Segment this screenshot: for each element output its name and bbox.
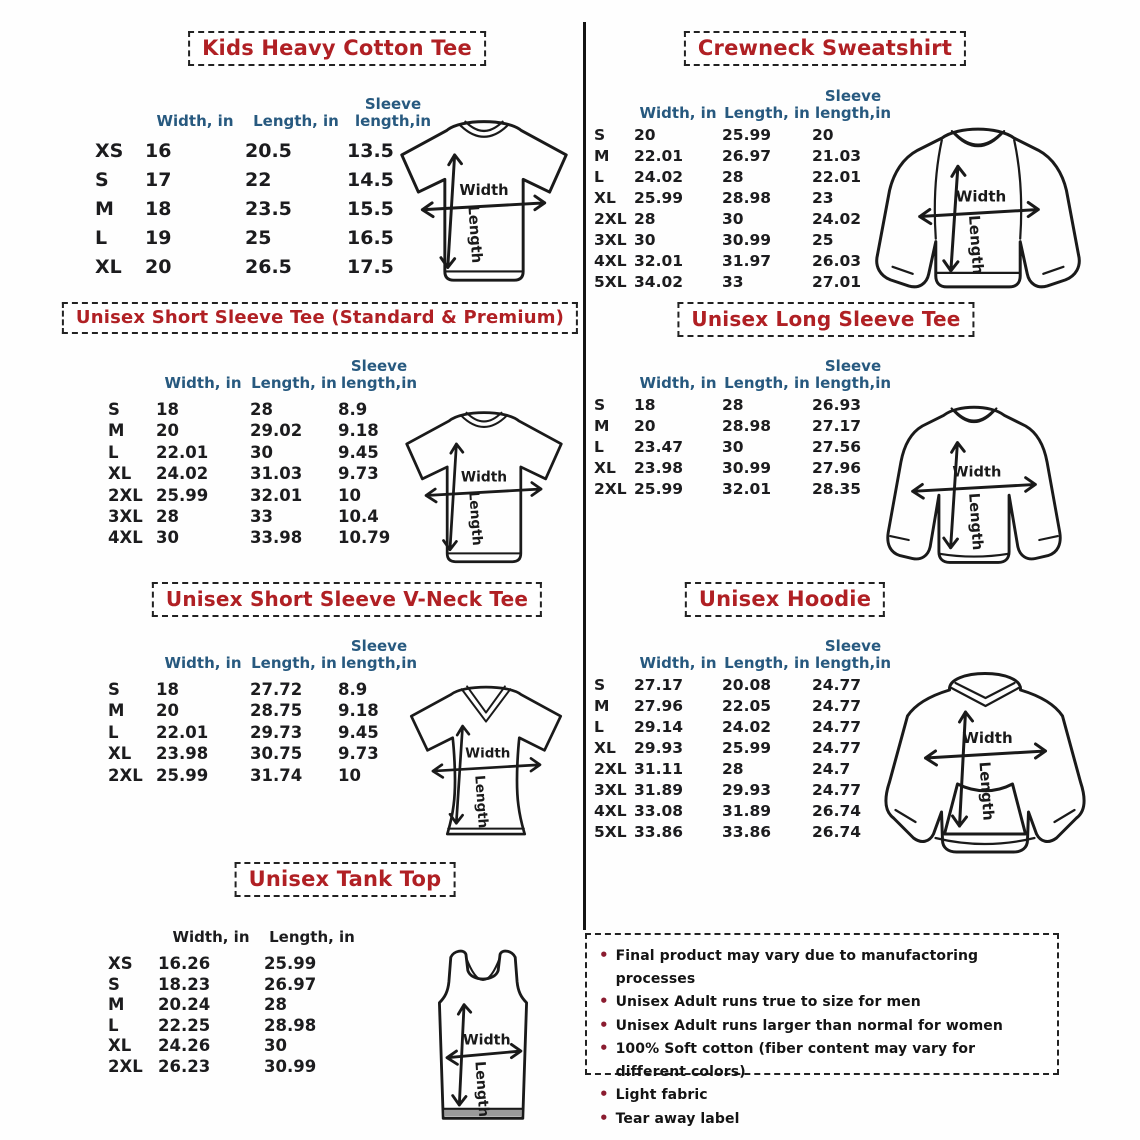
measurement-cell: 24.77	[812, 739, 862, 757]
measurement-cell: 25	[245, 227, 272, 249]
width-arrow	[422, 196, 544, 217]
size-row	[108, 443, 420, 464]
table-header-row	[108, 632, 420, 672]
measurement-cell: 8.9	[338, 400, 368, 419]
measurement-cell: 26.03	[812, 252, 862, 270]
measurement-cell: 20	[634, 126, 656, 144]
measurement-cell: 28	[264, 995, 287, 1015]
column-header-cell: Length, in	[253, 112, 339, 130]
measurement-cell: 31.74	[250, 765, 303, 785]
size-label-cell: 4XL	[594, 802, 627, 820]
size-label-cell: XS	[95, 140, 124, 162]
table-header-row	[108, 912, 360, 946]
size-label-cell: XL	[594, 459, 616, 477]
note-text: Final product may vary due to manufactoring processes	[615, 948, 979, 987]
size-row	[594, 718, 894, 739]
column-header-cell: Length, in	[724, 104, 810, 122]
measurement-cell: 23.5	[245, 198, 292, 220]
size-table-unisex-hoodie	[594, 632, 894, 844]
note-line	[599, 1107, 1047, 1131]
size-row	[594, 739, 894, 760]
measurement-cell: 23.47	[634, 438, 684, 456]
panel-title-crewneck-sweatshirt: Crewneck Sweatshirt	[684, 31, 966, 66]
size-label-cell: 2XL	[108, 1056, 143, 1076]
measurement-cell: 13.5	[347, 140, 394, 162]
size-row	[594, 417, 894, 438]
measurement-cell: 22.05	[722, 697, 772, 715]
tank-top-illustration	[424, 944, 542, 1124]
length-label: Length	[465, 490, 486, 547]
size-label-cell: XL	[594, 189, 616, 207]
measurement-cell: 25.99	[156, 765, 209, 785]
measurement-cell: 31.89	[722, 802, 772, 820]
column-header-cell: Length, in	[251, 654, 337, 672]
column-header-cell: Width, in	[172, 928, 250, 946]
note-text: Light fabric	[615, 1087, 708, 1103]
measurement-cell: 28	[722, 168, 744, 186]
measurement-cell: 30	[634, 231, 656, 249]
size-label-cell: 4XL	[594, 252, 627, 270]
width-label: Width	[465, 745, 511, 762]
size-label-cell: XL	[108, 744, 132, 764]
measurement-cell: 16	[145, 140, 172, 162]
measurement-cell: 25	[812, 231, 834, 249]
measurement-cell: 32.01	[722, 480, 772, 498]
size-label-cell: XS	[108, 954, 133, 973]
column-header-cell: Sleeve length,in	[814, 87, 892, 122]
table-header-row	[108, 352, 420, 392]
measurement-cell: 30	[722, 210, 744, 228]
length-label: Length	[471, 1060, 492, 1118]
measurement-cell: 14.5	[347, 169, 394, 191]
measurement-cell: 28.98	[722, 417, 772, 435]
measurement-cell: 24.26	[158, 1036, 211, 1056]
size-label-cell: L	[108, 722, 119, 742]
measurement-cell: 25.99	[722, 126, 772, 144]
measurement-cell: 30	[722, 438, 744, 456]
measurement-cell: 18	[156, 400, 179, 419]
size-label-cell: 3XL	[594, 231, 627, 249]
short-sleeve-tee-illustration	[392, 396, 576, 571]
size-row	[594, 168, 894, 189]
length-label: Length	[975, 761, 998, 822]
measurement-cell: 10	[338, 765, 361, 785]
measurement-cell: 9.45	[338, 722, 379, 742]
column-header-cell: Sleeve length,in	[340, 637, 418, 672]
bullet-icon: •	[599, 946, 609, 964]
measurement-cell: 18.23	[158, 974, 211, 994]
size-label-cell: S	[108, 680, 120, 699]
size-label-cell: M	[108, 995, 125, 1015]
size-row	[108, 464, 420, 485]
long-sleeve-tee-illustration	[856, 388, 1092, 578]
size-row	[108, 1057, 360, 1078]
note-text: 100% Soft cotton (fiber content may vary for different colors)	[615, 1041, 976, 1080]
measurement-cell: 30	[156, 528, 179, 548]
size-label-cell: 2XL	[108, 485, 143, 505]
size-row	[594, 210, 894, 231]
size-row	[108, 975, 360, 996]
note-line	[599, 1083, 1047, 1107]
size-row	[108, 486, 420, 507]
measurement-cell: 27.72	[250, 680, 303, 699]
measurement-cell: 22	[245, 169, 272, 191]
measurement-cell: 9.73	[338, 744, 379, 764]
measurement-cell: 28	[722, 396, 744, 414]
width-label: Width	[462, 1032, 511, 1049]
length-arrow	[944, 443, 964, 548]
measurement-cell: 27.56	[812, 438, 862, 456]
measurement-cell: 22.01	[156, 722, 209, 742]
measurement-cell: 23.98	[156, 744, 209, 764]
measurement-cell: 22.01	[634, 147, 684, 165]
width-label: Width	[952, 463, 1002, 481]
width-label: Width	[955, 187, 1007, 206]
size-row	[594, 438, 894, 459]
note-line	[599, 1014, 1047, 1038]
measurement-cell: 24.02	[812, 210, 862, 228]
column-header-cell: Sleeve length,in	[814, 637, 892, 672]
size-row	[108, 421, 420, 442]
panel-title-unisex-long-sleeve-tee: Unisex Long Sleeve Tee	[677, 302, 974, 337]
size-table-unisex-tank-top	[108, 912, 360, 1078]
hoodie-illustration	[866, 650, 1104, 862]
size-row	[594, 147, 894, 168]
panel-title-unisex-v-neck-tee: Unisex Short Sleeve V-Neck Tee	[152, 582, 542, 617]
measurement-cell: 31.97	[722, 252, 772, 270]
measurement-cell: 28	[634, 210, 656, 228]
measurement-cell: 27.17	[634, 676, 684, 694]
product-notes-box	[585, 933, 1059, 1127]
measurement-cell: 17.5	[347, 256, 394, 278]
size-table-unisex-v-neck-tee	[108, 632, 420, 787]
measurement-cell: 24.02	[722, 718, 772, 736]
size-row	[108, 766, 420, 787]
size-label-cell: S	[108, 400, 120, 419]
size-row	[594, 676, 894, 697]
measurement-cell: 18	[634, 396, 656, 414]
measurement-cell: 30.99	[722, 231, 772, 249]
column-header-cell: Sleeve length,in	[354, 95, 432, 130]
panel-title-kids-heavy-cotton-tee: Kids Heavy Cotton Tee	[188, 31, 486, 66]
length-arrow	[944, 166, 965, 271]
column-header-cell: Length, in	[724, 374, 810, 392]
measurement-cell: 9.73	[338, 464, 379, 484]
measurement-cell: 33	[722, 273, 744, 291]
measurement-cell: 18	[145, 198, 172, 220]
size-row	[594, 396, 894, 417]
column-header-cell: Width, in	[639, 374, 717, 392]
measurement-cell: 10	[338, 485, 361, 505]
size-label-cell: 5XL	[594, 273, 627, 291]
size-row	[108, 954, 360, 975]
measurement-cell: 19	[145, 227, 172, 249]
size-row	[594, 760, 894, 781]
note-text: Unisex Adult runs larger than normal for women	[615, 1017, 1003, 1034]
size-label-cell: L	[108, 1015, 119, 1035]
size-row	[594, 480, 894, 501]
measurement-cell: 28	[722, 760, 744, 778]
size-row	[594, 823, 894, 844]
measurement-cell: 31.11	[634, 760, 684, 778]
measurement-cell: 16.26	[158, 954, 211, 973]
measurement-cell: 26.74	[812, 802, 862, 820]
measurement-cell: 28.75	[250, 701, 303, 721]
size-label-cell: 2XL	[594, 480, 627, 498]
measurement-cell: 29.93	[722, 781, 772, 799]
measurement-cell: 9.45	[338, 442, 379, 462]
measurement-cell: 24.02	[634, 168, 684, 186]
column-header-cell: Length, in	[251, 374, 337, 392]
size-label-cell: M	[95, 198, 114, 220]
measurement-cell: 30	[250, 442, 273, 462]
size-label-cell: M	[108, 421, 125, 441]
measurement-cell: 25.99	[634, 480, 684, 498]
measurement-cell: 30.99	[722, 459, 772, 477]
table-header-row	[594, 352, 894, 392]
measurement-cell: 29.14	[634, 718, 684, 736]
measurement-cell: 20	[634, 417, 656, 435]
size-row	[594, 802, 894, 823]
length-label: Length	[464, 204, 486, 264]
size-row	[594, 697, 894, 718]
panel-title-unisex-short-sleeve-tee: Unisex Short Sleeve Tee (Standard & Premium)	[62, 302, 578, 334]
size-label-cell: 5XL	[594, 823, 627, 841]
size-row	[594, 231, 894, 252]
size-table-unisex-long-sleeve-tee	[594, 352, 894, 501]
measurement-cell: 20	[156, 701, 179, 721]
measurement-cell: 22.25	[158, 1015, 211, 1035]
measurement-cell: 30.75	[250, 744, 303, 764]
panel-title-unisex-hoodie: Unisex Hoodie	[685, 582, 885, 617]
measurement-cell: 9.18	[338, 701, 379, 721]
size-table-crewneck-sweatshirt	[594, 82, 894, 294]
size-row	[108, 1016, 360, 1037]
measurement-cell: 22.01	[156, 442, 209, 462]
length-label: Length	[965, 492, 987, 551]
measurement-cell: 25.99	[722, 739, 772, 757]
note-line	[599, 990, 1047, 1014]
size-label-cell: L	[594, 438, 604, 456]
measurement-cell: 24.02	[156, 464, 209, 484]
size-row	[594, 189, 894, 210]
measurement-cell: 32.01	[250, 485, 303, 505]
measurement-cell: 23.98	[634, 459, 684, 477]
column-header-cell: Width, in	[639, 104, 717, 122]
measurement-cell: 20	[812, 126, 834, 144]
measurement-cell: 20.24	[158, 995, 211, 1015]
measurement-cell: 24.77	[812, 697, 862, 715]
note-line	[599, 1037, 1047, 1083]
size-label-cell: L	[594, 718, 604, 736]
width-label: Width	[459, 182, 509, 200]
size-label-cell: S	[108, 974, 120, 994]
width-label: Width	[460, 469, 508, 486]
panel-title-unisex-tank-top: Unisex Tank Top	[235, 862, 456, 897]
short-sleeve-tee-illustration	[386, 104, 582, 290]
column-header-cell: Sleeve length,in	[340, 357, 418, 392]
column-divider-line	[583, 22, 586, 930]
measurement-cell: 26.5	[245, 256, 292, 278]
size-row	[108, 400, 420, 421]
measurement-cell: 23	[812, 189, 834, 207]
measurement-cell: 20	[156, 421, 179, 441]
measurement-cell: 25.99	[634, 189, 684, 207]
measurement-cell: 25.99	[264, 954, 317, 973]
measurement-cell: 20.08	[722, 676, 772, 694]
size-label-cell: S	[594, 396, 606, 414]
size-row	[108, 528, 420, 549]
bullet-icon: •	[599, 1039, 609, 1057]
measurement-cell: 24.77	[812, 781, 862, 799]
measurement-cell: 33.08	[634, 802, 684, 820]
measurement-cell: 29.02	[250, 421, 303, 441]
measurement-cell: 33.86	[634, 823, 684, 841]
measurement-cell: 26.23	[158, 1056, 211, 1076]
size-row	[108, 680, 420, 701]
size-row	[594, 252, 894, 273]
width-label: Width	[962, 729, 1013, 747]
measurement-cell: 24.7	[812, 760, 851, 778]
size-row	[108, 1036, 360, 1057]
size-label-cell: M	[108, 701, 125, 721]
measurement-cell: 26.93	[812, 396, 862, 414]
measurement-cell: 17	[145, 169, 172, 191]
size-row	[108, 507, 420, 528]
measurement-cell: 16.5	[347, 227, 394, 249]
size-label-cell: 3XL	[594, 781, 627, 799]
measurement-cell: 27.96	[634, 697, 684, 715]
measurement-cell: 33.98	[250, 528, 303, 548]
size-label-cell: L	[108, 442, 119, 462]
table-header-row	[594, 632, 894, 672]
size-label-cell: XL	[594, 739, 616, 757]
size-row	[108, 723, 420, 744]
measurement-cell: 29.73	[250, 722, 303, 742]
measurement-cell: 28.98	[722, 189, 772, 207]
measurement-cell: 25.99	[156, 485, 209, 505]
column-header-cell: Length, in	[269, 928, 355, 946]
bullet-icon: •	[599, 992, 609, 1010]
measurement-cell: 27.17	[812, 417, 862, 435]
measurement-cell: 18	[156, 680, 179, 699]
measurement-cell: 30.99	[264, 1056, 317, 1076]
note-line	[599, 944, 1047, 990]
size-row	[594, 459, 894, 480]
length-label: Length	[964, 214, 988, 275]
table-header-row	[594, 82, 894, 122]
size-label-cell: XL	[108, 1036, 132, 1056]
crewneck-sweatshirt-illustration	[862, 108, 1094, 304]
column-header-cell: Width, in	[156, 112, 234, 130]
measurement-cell: 8.9	[338, 680, 368, 699]
column-header-cell: Width, in	[164, 374, 242, 392]
column-header-cell: Width, in	[639, 654, 717, 672]
size-label-cell: S	[594, 676, 606, 694]
measurement-cell: 27.96	[812, 459, 862, 477]
measurement-cell: 10.79	[338, 528, 391, 548]
size-label-cell: M	[594, 697, 610, 715]
measurement-cell: 9.18	[338, 421, 379, 441]
measurement-cell: 26.97	[264, 974, 317, 994]
measurement-cell: 28.98	[264, 1015, 317, 1035]
size-label-cell: S	[95, 169, 109, 191]
measurement-cell: 28	[156, 506, 179, 526]
measurement-cell: 30	[264, 1036, 287, 1056]
measurement-cell: 15.5	[347, 198, 394, 220]
column-header-cell: Sleeve length,in	[814, 357, 892, 392]
column-header-cell: Length, in	[724, 654, 810, 672]
measurement-cell: 28	[250, 400, 273, 419]
note-text: Tear away label	[615, 1110, 740, 1127]
measurement-cell: 26.97	[722, 147, 772, 165]
measurement-cell: 34.02	[634, 273, 684, 291]
measurement-cell: 10.4	[338, 506, 379, 526]
size-label-cell: 2XL	[594, 760, 627, 778]
size-label-cell: XL	[108, 464, 132, 484]
measurement-cell: 32.01	[634, 252, 684, 270]
measurement-cell: 31.89	[634, 781, 684, 799]
size-label-cell: 2XL	[108, 765, 143, 785]
size-label-cell: S	[594, 126, 606, 144]
measurement-cell: 33.86	[722, 823, 772, 841]
size-label-cell: L	[95, 227, 108, 249]
measurement-cell: 22.01	[812, 168, 862, 186]
measurement-cell: 26.74	[812, 823, 862, 841]
size-label-cell: 3XL	[108, 506, 143, 526]
measurement-cell: 31.03	[250, 464, 303, 484]
size-label-cell: 4XL	[108, 528, 143, 548]
measurement-cell: 20.5	[245, 140, 292, 162]
v-neck-tee-illustration	[396, 666, 576, 850]
measurement-cell: 33	[250, 506, 273, 526]
measurement-cell: 24.77	[812, 676, 862, 694]
size-row	[108, 995, 360, 1016]
column-header-cell: Width, in	[164, 654, 242, 672]
size-table-unisex-short-sleeve-tee	[108, 352, 420, 550]
note-text: Unisex Adult runs true to size for men	[615, 994, 921, 1010]
measurement-cell: 28.35	[812, 480, 862, 498]
size-label-cell: M	[594, 417, 610, 435]
size-row	[594, 126, 894, 147]
measurement-cell: 27.01	[812, 273, 862, 291]
measurement-cell: 20	[145, 256, 172, 278]
bullet-icon: •	[599, 1085, 609, 1103]
bullet-icon: •	[599, 1015, 609, 1034]
size-row	[594, 781, 894, 802]
size-label-cell: 2XL	[594, 210, 627, 228]
size-row	[108, 744, 420, 765]
size-label-cell: XL	[95, 256, 122, 278]
size-row	[108, 701, 420, 722]
measurement-cell: 24.77	[812, 718, 862, 736]
measurement-cell: 29.93	[634, 739, 684, 757]
size-row	[594, 273, 894, 294]
length-label: Length	[471, 774, 491, 829]
bullet-icon: •	[599, 1108, 609, 1127]
size-label-cell: M	[594, 147, 610, 165]
size-label-cell: L	[594, 168, 604, 186]
measurement-cell: 21.03	[812, 147, 862, 165]
